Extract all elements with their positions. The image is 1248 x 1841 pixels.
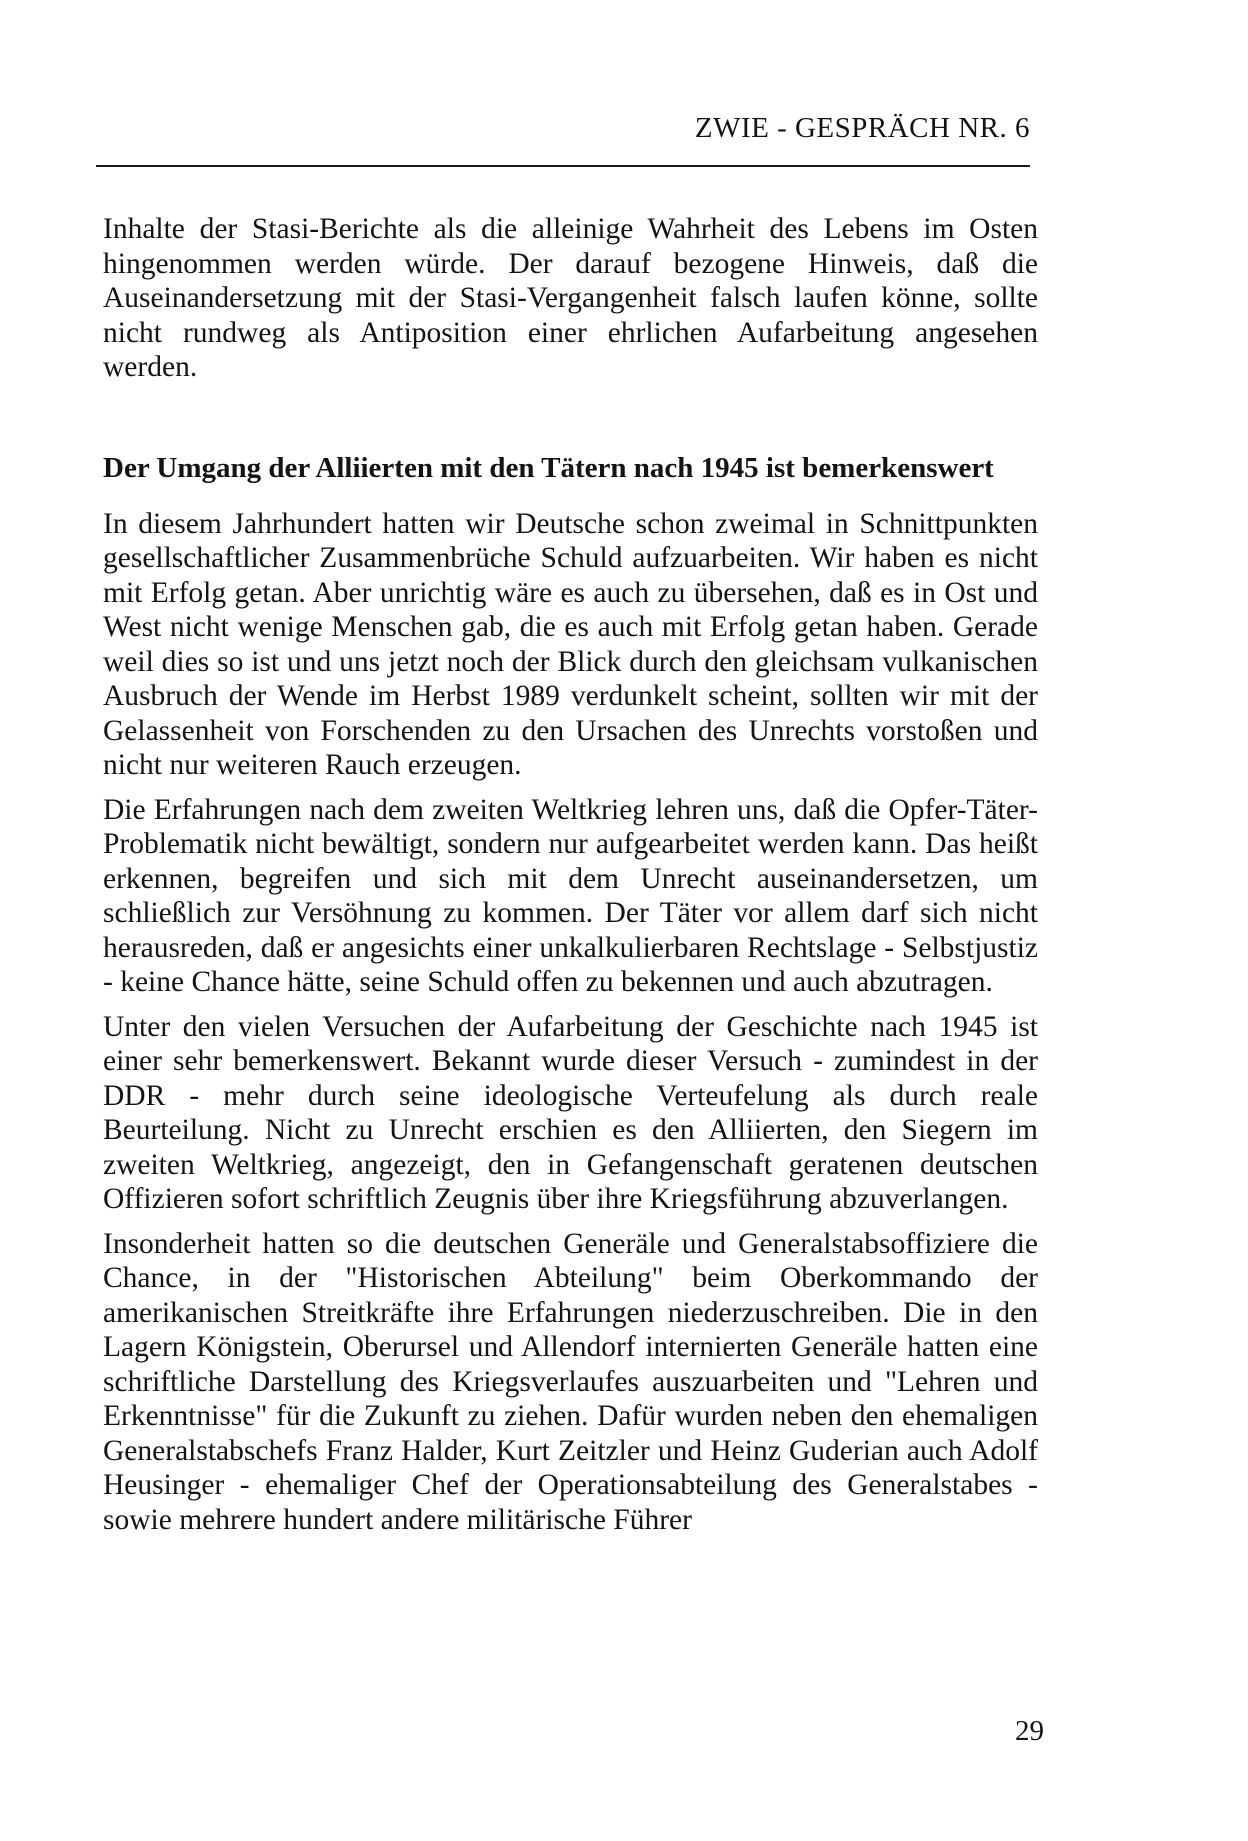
page-number: 29 [1015,1715,1044,1747]
body-paragraph-2: Die Erfahrungen nach dem zweiten Weltkrieg lehren uns, daß die Opfer-Täter-Problematik nicht bewältigt, sondern nur aufgearbeitet werden kann. Das heißt erkennen, begreifen und sich mit dem Unrecht auseinandersetzen, um schließlich zur Versöhnung zu kommen. Der Täter vor allem darf sich nicht herausreden, daß er angesichts einer unkalkulierbaren Rechtslage - Selbstjustiz - keine Chance hätte, seine Schuld offen zu bekennen und auch abzutragen. [103,793,1038,998]
body-text [103,212,1038,1547]
header-rule [96,165,1030,167]
intro-paragraph: Inhalte der Stasi-Berichte als die alleinige Wahrheit des Lebens im Osten hingenommen werden würde. Der darauf bezogene Hinweis, daß die Auseinandersetzung mit der Stasi-Vergangenheit falsch laufen könne, sollte nicht rundweg als Antiposition einer ehrlichen Aufarbeitung angesehen werden. [103,213,1038,383]
body-paragraph-4: Insonderheit hatten so die deutschen Generäle und Generalstabsoffiziere die Chance, in der "Historischen Abteilung" beim Oberkommando der amerikanischen Streitkräfte ihre Erfahrungen niederzuschreiben. Die in den Lagern Königstein, Oberursel und Allendorf internierten Generäle hatten eine schriftliche Darstellung des Kriegsverlaufes auszuarbeiten und "Lehren und Erkenntnisse" für die Zukunft zu ziehen. Dafür wurden neben den ehemaligen Generalstabschefs Franz Halder, Kurt Zeitzler und Heinz Guderian auch Adolf Heusinger - ehemaliger Chef der Operationsabteilung des Generalstabes - sowie mehrere hundert andere militärische Führer [103,1227,1038,1536]
running-header: ZWIE - GESPRÄCH NR. 6 [694,112,1030,144]
body-paragraph-3: Unter den vielen Versuchen der Aufarbeitung der Geschichte nach 1945 ist einer sehr bemerkenswert. Bekannt wurde dieser Versuch - zumindest in der DDR - mehr durch seine ideologische Verteufelung als durch reale Beurteilung. Nicht zu Unrecht erschien es den Alliierten, den Siegern im zweiten Weltkrieg, angezeigt, den in Gefangenschaft geratenen deutschen Offizieren sofort schriftlich Zeugnis über ihre Kriegsführung abzuverlangen. [103,1010,1038,1215]
section-heading: Der Umgang der Alliierten mit den Tätern nach 1945 ist bemerkenswert [103,451,994,484]
body-paragraph-1: In diesem Jahrhundert hatten wir Deutsche schon zweimal in Schnittpunkten gesellschaftlicher Zusammenbrüche Schuld aufzuarbeiten. Wir haben es nicht mit Erfolg getan. Aber unrichtig wäre es auch zu übersehen, daß es in Ost und West nicht wenige Menschen gab, die es auch mit Erfolg getan haben. Gerade weil dies so ist und uns jetzt noch der Blick durch den gleichsam vulkanischen Ausbruch der Wende im Herbst 1989 verdunkelt scheint, sollten wir mit der Gelassenheit von Forschenden zu den Ursachen des Unrechts vorstoßen und nicht nur weiteren Rauch erzeugen. [103,507,1038,781]
